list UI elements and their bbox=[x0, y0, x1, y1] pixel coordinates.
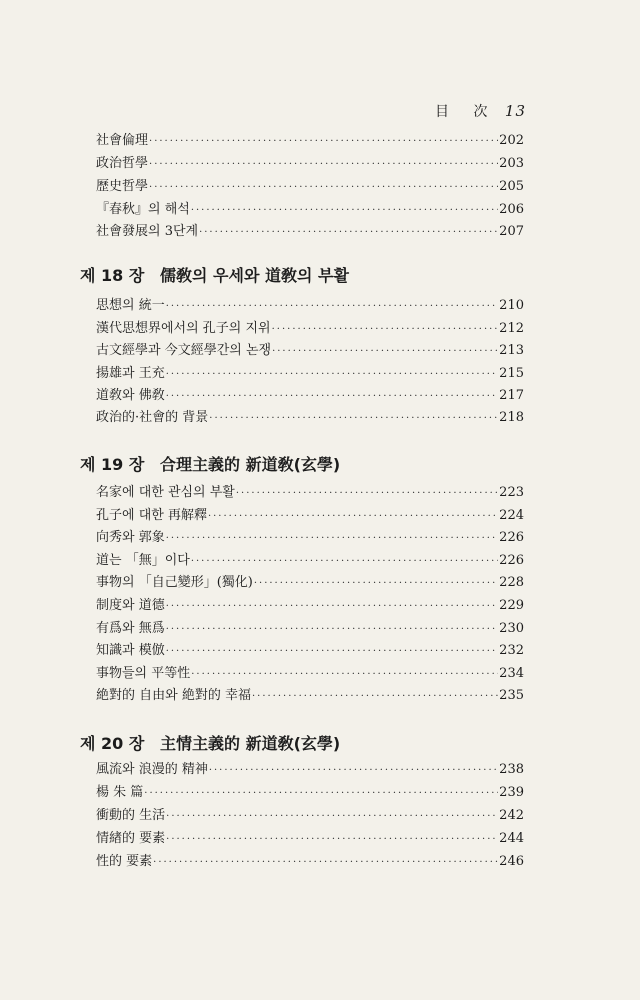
toc-entry-title: 政治的·社會的 背景 bbox=[96, 410, 209, 425]
toc-entry[interactable] bbox=[96, 688, 524, 704]
toc-entry-title: 事物들의 平等性 bbox=[96, 666, 191, 681]
toc-entry-page: 226 bbox=[499, 553, 524, 568]
toc-entry[interactable] bbox=[96, 133, 524, 149]
toc-entry[interactable] bbox=[96, 831, 524, 847]
toc-entry[interactable] bbox=[96, 485, 524, 501]
toc-entry-page: 232 bbox=[499, 643, 524, 658]
toc-entry-title: 情緖的 要素 bbox=[96, 831, 166, 846]
toc-entry-title: 『春秋』의 해석 bbox=[96, 202, 190, 217]
toc-entry-page: 246 bbox=[499, 854, 524, 869]
dot-leader bbox=[166, 809, 498, 825]
toc-entry-title: 性的 要素 bbox=[96, 854, 153, 869]
toc-entry-page: 234 bbox=[499, 666, 524, 681]
toc-entry-title: 事物의 「自己變形」(獨化) bbox=[96, 575, 253, 590]
toc-entry[interactable] bbox=[96, 179, 524, 195]
toc-entry[interactable] bbox=[96, 808, 524, 824]
chapter-heading bbox=[80, 452, 340, 475]
dot-leader bbox=[166, 832, 498, 848]
dot-leader bbox=[209, 411, 498, 427]
dot-leader bbox=[166, 367, 498, 383]
dot-leader bbox=[208, 509, 498, 525]
chapter-title: 儒敎의 우세와 道敎의 부활 bbox=[160, 266, 349, 285]
toc-entry[interactable] bbox=[96, 298, 524, 314]
toc-entry-title: 思想의 統一 bbox=[96, 298, 165, 313]
toc-entry[interactable] bbox=[96, 553, 524, 569]
toc-entry-page: 224 bbox=[499, 508, 524, 523]
chapter-number: 제 20 장 bbox=[80, 734, 145, 753]
toc-entry[interactable] bbox=[96, 343, 524, 359]
toc-entry-page: 223 bbox=[499, 485, 524, 500]
chapter-heading bbox=[80, 263, 349, 286]
dot-leader bbox=[149, 157, 498, 173]
toc-entry-page: 217 bbox=[499, 388, 524, 403]
toc-entry-title: 社會發展의 3단계 bbox=[96, 224, 199, 239]
toc-entry-page: 228 bbox=[499, 575, 524, 590]
page-number: 13 bbox=[504, 102, 526, 120]
chapter-title: 合理主義的 新道敎(玄學) bbox=[160, 455, 341, 474]
toc-entry-title: 揚雄과 王充 bbox=[96, 366, 165, 381]
toc-entry-title: 社會倫理 bbox=[96, 133, 149, 148]
toc-entry-title: 向秀와 郭象 bbox=[96, 530, 165, 545]
toc-entry-title: 古文經學과 今文經學간의 논쟁 bbox=[96, 343, 272, 358]
dot-leader bbox=[272, 344, 498, 360]
toc-entry-title: 政治哲學 bbox=[96, 156, 149, 171]
toc-entry[interactable] bbox=[96, 156, 524, 172]
toc-entry-title: 絶對的 自由와 絶對的 幸福 bbox=[96, 688, 251, 703]
toc-entry-title: 道는 「無」이다 bbox=[96, 553, 190, 568]
toc-entry[interactable] bbox=[96, 666, 524, 682]
toc-entry-title: 制度와 道德 bbox=[96, 598, 165, 613]
toc-entry[interactable] bbox=[96, 224, 524, 240]
toc-entry-page: 207 bbox=[499, 224, 524, 239]
dot-leader bbox=[166, 299, 498, 315]
dot-leader bbox=[272, 322, 499, 338]
toc-entry-page: 242 bbox=[499, 808, 524, 823]
chapter-title: 主情主義的 新道敎(玄學) bbox=[160, 734, 341, 753]
running-head bbox=[435, 101, 526, 121]
toc-entry-title: 楊 朱 篇 bbox=[96, 785, 144, 800]
toc-entry[interactable] bbox=[96, 762, 524, 778]
toc-entry-page: 244 bbox=[499, 831, 524, 846]
toc-entry[interactable] bbox=[96, 366, 524, 382]
chapter-number: 제 19 장 bbox=[80, 455, 145, 474]
dot-leader bbox=[252, 689, 498, 705]
toc-entry-page: 203 bbox=[499, 156, 524, 171]
toc-entry-title: 漢代思想界에서의 孔子의 지위 bbox=[96, 321, 271, 336]
dot-leader bbox=[149, 180, 498, 196]
toc-entry[interactable] bbox=[96, 621, 524, 637]
toc-entry[interactable] bbox=[96, 410, 524, 426]
toc-entry-page: 226 bbox=[499, 530, 524, 545]
toc-entry-page: 205 bbox=[499, 179, 524, 194]
toc-entry-title: 風流와 浪漫的 精神 bbox=[96, 762, 208, 777]
toc-entry[interactable] bbox=[96, 854, 524, 870]
toc-entry-title: 歷史哲學 bbox=[96, 179, 149, 194]
toc-entry[interactable] bbox=[96, 575, 524, 591]
toc-entry[interactable] bbox=[96, 321, 524, 337]
toc-entry-page: 235 bbox=[499, 688, 524, 703]
toc-entry-page: 238 bbox=[499, 762, 524, 777]
toc-entry-page: 206 bbox=[499, 202, 524, 217]
toc-entry-title: 名家에 대한 관심의 부활 bbox=[96, 485, 235, 500]
toc-entry[interactable] bbox=[96, 508, 524, 524]
chapter-number: 제 18 장 bbox=[80, 266, 145, 285]
dot-leader bbox=[254, 576, 498, 592]
dot-leader bbox=[191, 203, 498, 219]
toc-entry-title: 孔子에 대한 再解釋 bbox=[96, 508, 207, 523]
toc-entry-page: 230 bbox=[499, 621, 524, 636]
toc-entry-page: 215 bbox=[499, 366, 524, 381]
dot-leader bbox=[166, 599, 498, 615]
toc-entry-page: 239 bbox=[499, 785, 524, 800]
running-head-title: 目 次 bbox=[435, 104, 498, 120]
toc-entry-page: 212 bbox=[499, 321, 524, 336]
dot-leader bbox=[236, 486, 498, 502]
toc-entry[interactable] bbox=[96, 643, 524, 659]
dot-leader bbox=[199, 225, 498, 241]
toc-entry-title: 有爲와 無爲 bbox=[96, 621, 165, 636]
dot-leader bbox=[191, 554, 498, 570]
dot-leader bbox=[144, 786, 498, 802]
dot-leader bbox=[166, 644, 498, 660]
toc-entry[interactable] bbox=[96, 598, 524, 614]
toc-entry[interactable] bbox=[96, 388, 524, 404]
dot-leader bbox=[209, 763, 498, 779]
toc-entry-page: 229 bbox=[499, 598, 524, 613]
toc-entry[interactable] bbox=[96, 530, 524, 546]
dot-leader bbox=[166, 389, 498, 405]
toc-entry-page: 213 bbox=[499, 343, 524, 358]
toc-entry-page: 218 bbox=[499, 410, 524, 425]
toc-entry[interactable] bbox=[96, 785, 524, 801]
dot-leader bbox=[149, 134, 498, 150]
toc-entry-title: 道敎와 佛敎 bbox=[96, 388, 165, 403]
dot-leader bbox=[166, 531, 498, 547]
toc-entry-title: 知識과 模倣 bbox=[96, 643, 165, 658]
toc-entry-page: 202 bbox=[499, 133, 524, 148]
toc-entry-title: 衝動的 生活 bbox=[96, 808, 166, 823]
chapter-heading bbox=[80, 731, 340, 754]
dot-leader bbox=[191, 667, 498, 683]
dot-leader bbox=[153, 855, 498, 871]
dot-leader bbox=[166, 622, 498, 638]
toc-entry-page: 210 bbox=[499, 298, 524, 313]
toc-entry[interactable] bbox=[96, 202, 524, 218]
